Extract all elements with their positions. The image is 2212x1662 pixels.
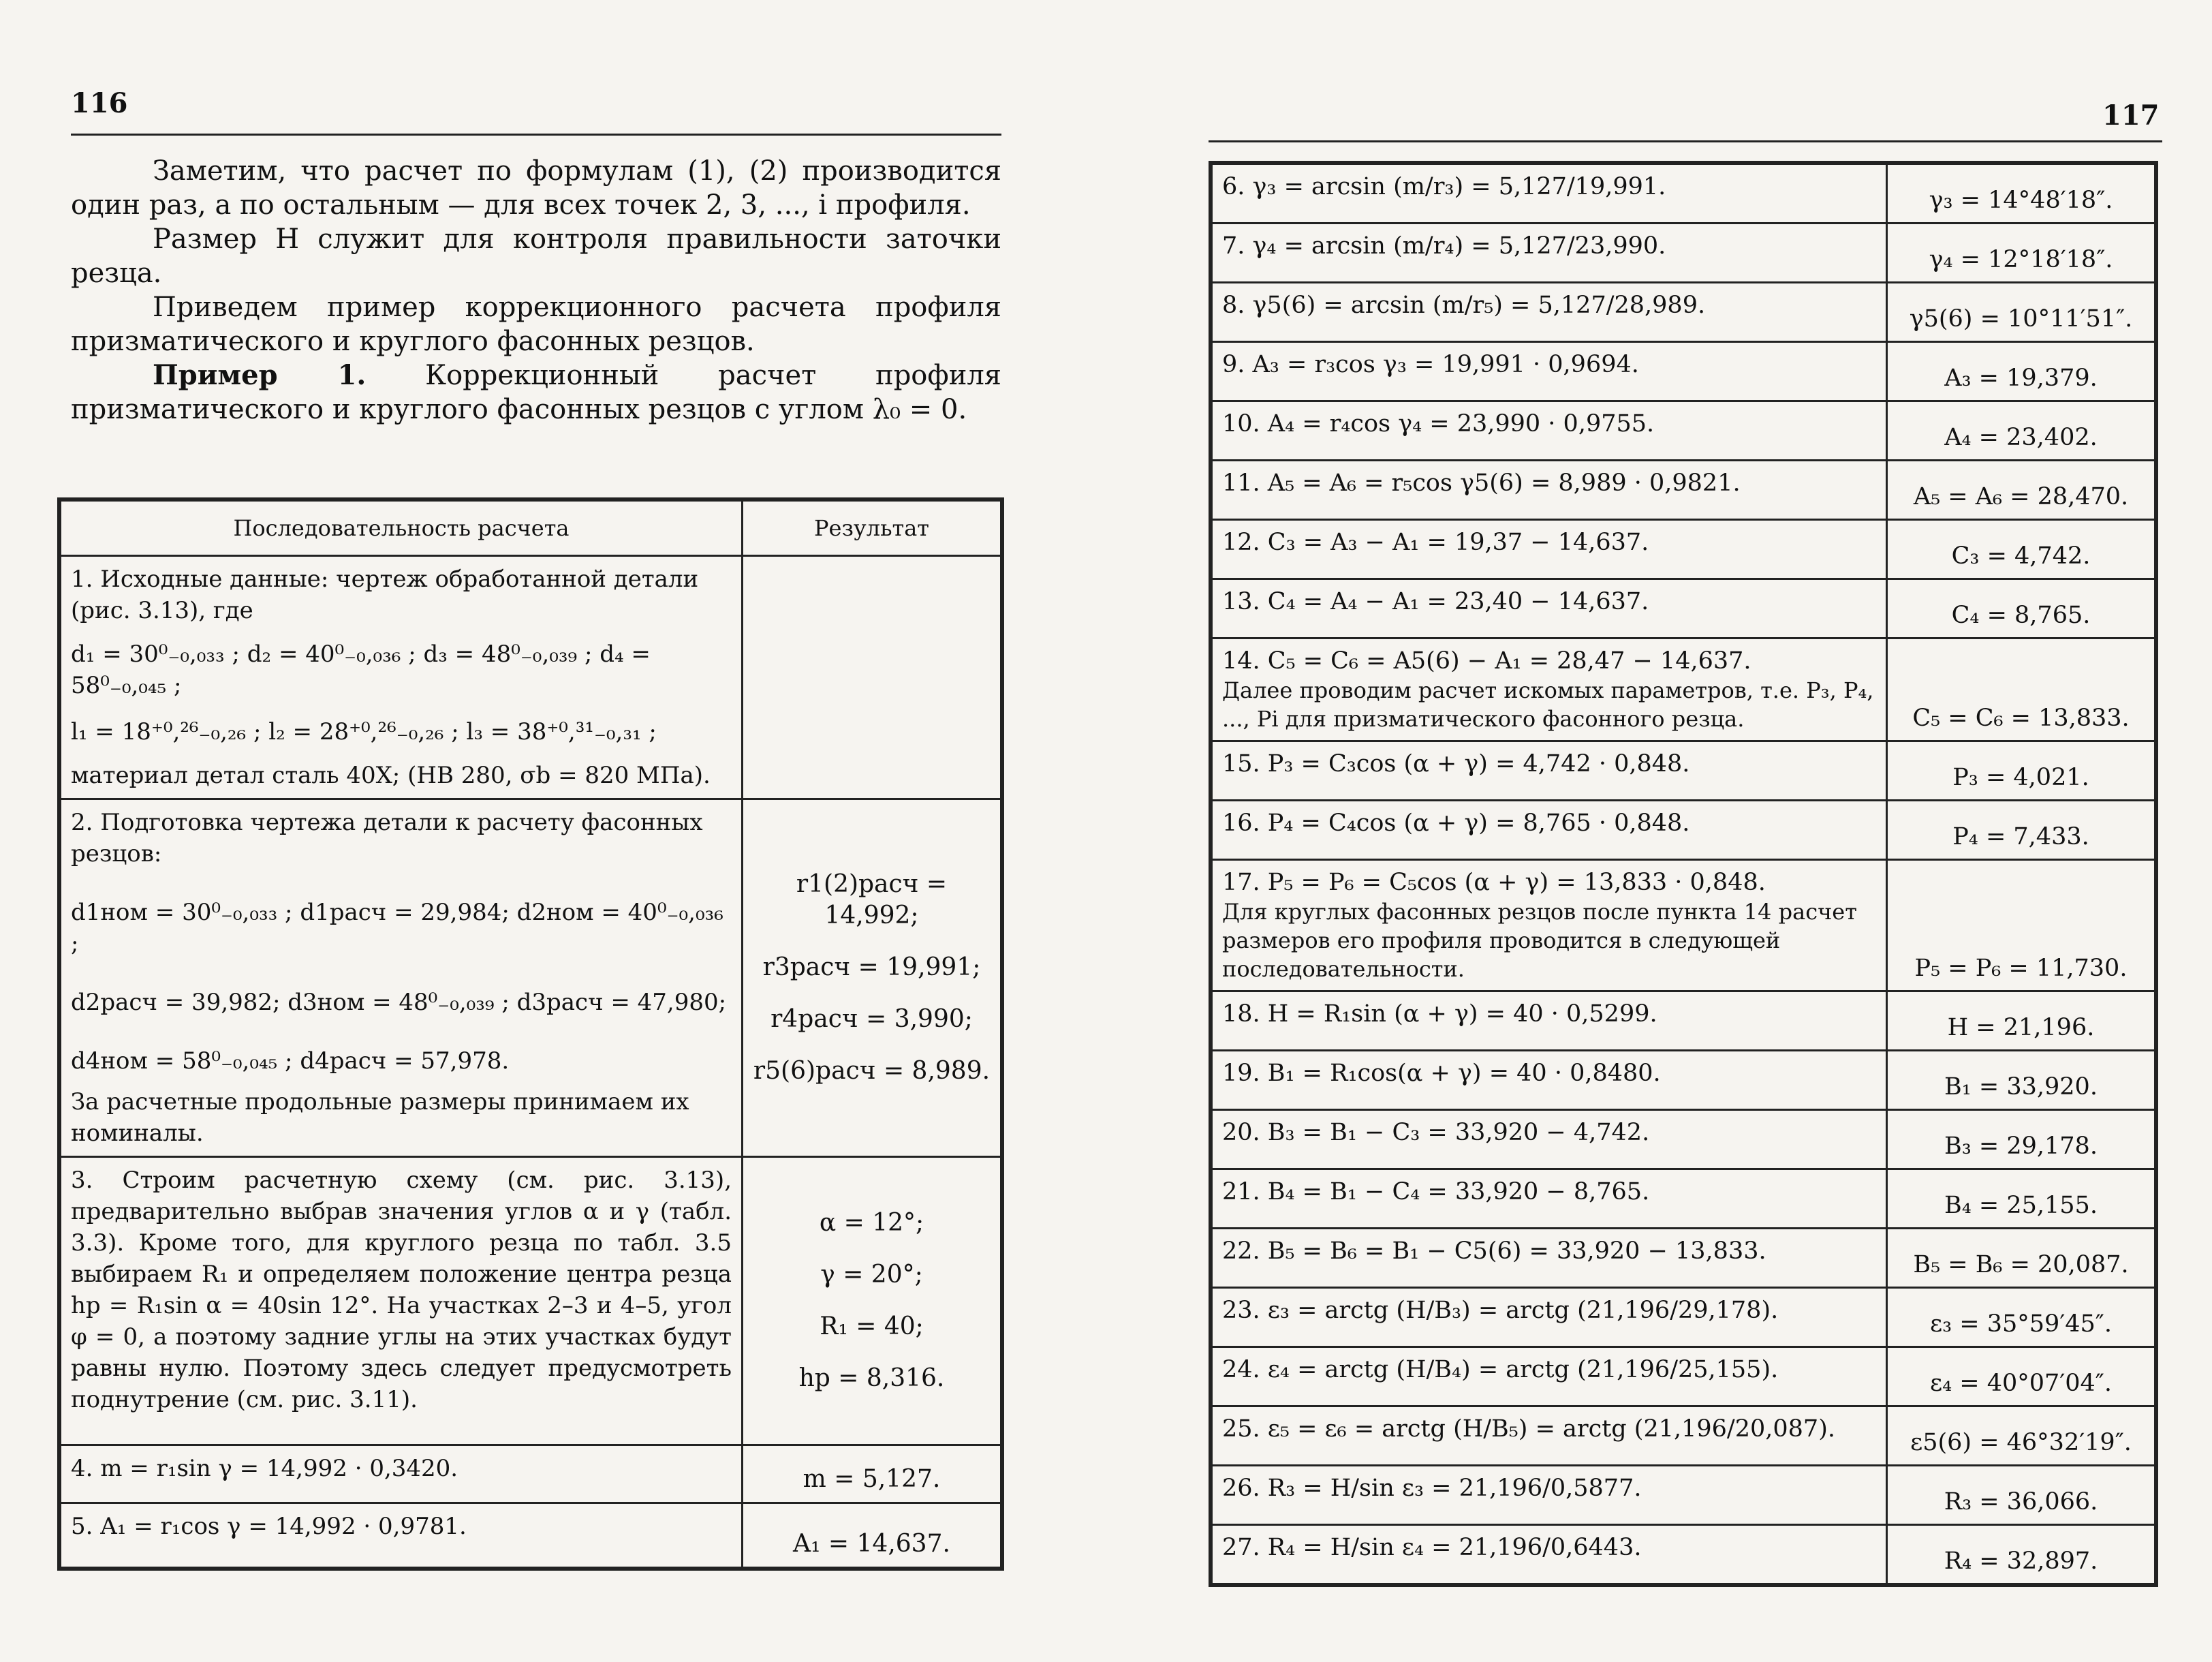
table-row xyxy=(1211,283,2156,342)
example-paragraph xyxy=(71,358,1001,427)
step-cell xyxy=(59,556,743,799)
result-cell: ε₃ = 35°59′45″. xyxy=(1887,1288,2157,1347)
step-formula: 22. B₅ = B₆ = B₁ − C5(6) = 33,920 − 13,833. xyxy=(1222,1237,1766,1265)
step-cell: 5. A₁ = r₁cos γ = 14,992 · 0,9781. xyxy=(59,1503,743,1569)
result-cell: B₅ = B₆ = 20,087. xyxy=(1887,1229,2157,1288)
result-cell: C₅ = C₆ = 13,833. xyxy=(1887,638,2157,741)
result-cell: H = 21,196. xyxy=(1887,991,2157,1051)
header-result: Результат xyxy=(743,499,1003,556)
left-page xyxy=(0,0,1104,1662)
step-formula: 18. H = R₁sin (α + γ) = 40 · 0,5299. xyxy=(1222,1000,1657,1028)
result-cell: B₃ = 29,178. xyxy=(1887,1110,2157,1169)
step-cell: 4. m = r₁sin γ = 14,992 · 0,3420. xyxy=(59,1445,743,1503)
page-number-left: 116 xyxy=(71,87,128,119)
table-row xyxy=(1211,991,2156,1051)
result-cell: R₃ = 36,066. xyxy=(1887,1466,2157,1525)
table-row xyxy=(1211,1229,2156,1288)
step-cell xyxy=(1211,1051,1887,1110)
result-r5: r5(6)расч = 8,989. xyxy=(753,1057,991,1085)
step-2-line-2: d1ном = 30⁰₋₀,₀₃₃ ; d1расч = 29,984; d2ном = 40⁰₋₀,₀₃₆ ; xyxy=(71,899,723,957)
step-cell xyxy=(1211,163,1887,224)
step-cell xyxy=(1211,520,1887,579)
step-formula: 19. B₁ = R₁cos(α + γ) = 40 · 0,8480. xyxy=(1222,1060,1661,1087)
table-row xyxy=(1211,1051,2156,1110)
table-row xyxy=(1211,741,2156,801)
table-row xyxy=(1211,1525,2156,1586)
step-cell xyxy=(1211,461,1887,520)
table-row xyxy=(1211,1466,2156,1525)
step-formula: 21. B₄ = B₁ − C₄ = 33,920 − 8,765. xyxy=(1222,1178,1650,1205)
table-row xyxy=(1211,579,2156,638)
step-formula: 12. C₃ = A₃ − A₁ = 19,37 − 14,637. xyxy=(1222,529,1649,556)
header-rule-right xyxy=(1209,140,2162,142)
step-formula: 16. P₄ = C₄cos (α + γ) = 8,765 · 0,848. xyxy=(1222,810,1690,837)
table-row xyxy=(59,1503,1002,1569)
intro-paragraph-3: Приведем пример коррекционного расчета профиля призматического и круглого фасонных резцов. xyxy=(71,292,1001,357)
table-row xyxy=(1211,638,2156,741)
intro-paragraph-1: Заметим, что расчет по формулам (1), (2) производится один раз, а по остальным — для всех точек 2, 3, ..., i профиля. xyxy=(71,155,1001,221)
result-m: m = 5,127. xyxy=(743,1445,1003,1503)
step-cell xyxy=(1211,1525,1887,1586)
result-gamma: γ = 20°; xyxy=(820,1261,923,1289)
table-row xyxy=(1211,1347,2156,1406)
table-row xyxy=(1211,860,2156,991)
result-cell: P₄ = 7,433. xyxy=(1887,801,2157,860)
step-cell xyxy=(1211,638,1887,741)
table-row xyxy=(1211,224,2156,283)
table-row xyxy=(59,1157,1002,1445)
step-note: Далее проводим расчет искомых параметров, т.е. P₃, P₄, ..., Pi для призматического фасонного резца. xyxy=(1222,677,1874,732)
result-cell: P₅ = P₆ = 11,730. xyxy=(1887,860,2157,991)
table-row xyxy=(1211,1110,2156,1169)
step-cell xyxy=(1211,1347,1887,1406)
result-r3: r3расч = 19,991; xyxy=(762,953,981,981)
table-row xyxy=(1211,461,2156,520)
intro-text xyxy=(71,154,1001,427)
step-cell xyxy=(1211,579,1887,638)
step-cell xyxy=(1211,1406,1887,1466)
step-2-line-1: 2. Подготовка чертежа детали к расчету фасонных резцов: xyxy=(71,809,703,867)
table-row xyxy=(59,556,1002,799)
result-cell: R₄ = 32,897. xyxy=(1887,1525,2157,1586)
step-formula: 20. B₃ = B₁ − C₃ = 33,920 − 4,742. xyxy=(1222,1119,1650,1146)
result-cell: A₄ = 23,402. xyxy=(1887,401,2157,461)
table-row xyxy=(1211,1169,2156,1229)
step-1-line-4: материал детал сталь 40Х; (HB 280, σb = 820 МПа). xyxy=(71,762,711,789)
result-cell: γ5(6) = 10°11′51″. xyxy=(1887,283,2157,342)
step-2-line-3: d2расч = 39,982; d3ном = 48⁰₋₀,₀₃₉ ; d3расч = 47,980; xyxy=(71,989,727,1016)
step-cell xyxy=(1211,342,1887,401)
right-calculation-table xyxy=(1209,161,2158,1587)
right-table-body xyxy=(1211,163,2156,1585)
intro-paragraph-2: Размер H служит для контроля правильности заточки резца. xyxy=(71,224,1001,289)
step-formula: 27. R₄ = H/sin ε₄ = 21,196/0,6443. xyxy=(1222,1534,1642,1561)
table-row xyxy=(1211,163,2156,224)
result-cell: ε5(6) = 46°32′19″. xyxy=(1887,1406,2157,1466)
result-cell xyxy=(743,1157,1003,1445)
example-text: Коррекционный расчет профиля призматического и круглого фасонных резцов с углом λ₀ = 0. xyxy=(71,360,1001,425)
result-cell: C₄ = 8,765. xyxy=(1887,579,2157,638)
result-cell-empty xyxy=(743,556,1003,799)
result-cell: P₃ = 4,021. xyxy=(1887,741,2157,801)
step-1-line-2: d₁ = 30⁰₋₀,₀₃₃ ; d₂ = 40⁰₋₀,₀₃₆ ; d₃ = 48⁰₋₀,₀₃₉ ; d₄ = 58⁰₋₀,₀₄₅ ; xyxy=(71,641,651,699)
step-formula: 17. P₅ = P₆ = C₅cos (α + γ) = 13,833 · 0,848. xyxy=(1222,869,1766,896)
step-cell xyxy=(59,1157,743,1445)
result-hp: hр = 8,316. xyxy=(798,1364,945,1392)
step-2-line-4: d4ном = 58⁰₋₀,₀₄₅ ; d4расч = 57,978. xyxy=(71,1047,510,1075)
step-cell xyxy=(1211,860,1887,991)
header-rule-left xyxy=(71,134,1001,136)
step-2-line-5: За расчетные продольные размеры принимаем их номиналы. xyxy=(71,1088,689,1147)
result-cell: A₃ = 19,379. xyxy=(1887,342,2157,401)
step-formula: 25. ε₅ = ε₆ = arctg (H/B₅) = arctg (21,196/20,087). xyxy=(1222,1415,1835,1443)
table-row xyxy=(1211,801,2156,860)
step-cell xyxy=(1211,1110,1887,1169)
result-cell: A₅ = A₆ = 28,470. xyxy=(1887,461,2157,520)
table-row xyxy=(59,1445,1002,1503)
table-row xyxy=(59,799,1002,1157)
result-cell xyxy=(743,799,1003,1157)
result-cell: B₁ = 33,920. xyxy=(1887,1051,2157,1110)
step-cell xyxy=(1211,401,1887,461)
result-alpha: α = 12°; xyxy=(819,1209,924,1237)
result-cell: ε₄ = 40°07′04″. xyxy=(1887,1347,2157,1406)
step-cell xyxy=(1211,1288,1887,1347)
step-cell xyxy=(1211,991,1887,1051)
step-formula: 13. C₄ = A₄ − A₁ = 23,40 − 14,637. xyxy=(1222,588,1649,615)
left-calculation-table xyxy=(57,497,1004,1571)
result-cell: C₃ = 4,742. xyxy=(1887,520,2157,579)
step-cell xyxy=(1211,801,1887,860)
table-row xyxy=(1211,1406,2156,1466)
example-label: Пример 1. xyxy=(153,359,367,391)
step-formula: 23. ε₃ = arctg (H/B₃) = arctg (21,196/29,178). xyxy=(1222,1297,1779,1324)
result-R1: R₁ = 40; xyxy=(820,1312,924,1340)
step-formula: 7. γ₄ = arcsin (m/r₄) = 5,127/23,990. xyxy=(1222,232,1666,260)
result-r4: r4расч = 3,990; xyxy=(770,1005,973,1033)
result-r1: r1(2)расч = 14,992; xyxy=(796,870,948,929)
result-cell: B₄ = 25,155. xyxy=(1887,1169,2157,1229)
step-cell xyxy=(1211,1169,1887,1229)
step-formula: 9. A₃ = r₃cos γ₃ = 19,991 · 0,9694. xyxy=(1222,351,1639,378)
step-formula: 6. γ₃ = arcsin (m/r₃) = 5,127/19,991. xyxy=(1222,173,1666,200)
step-formula: 26. R₃ = H/sin ε₃ = 21,196/0,5877. xyxy=(1222,1475,1642,1502)
table-row xyxy=(1211,342,2156,401)
result-cell: γ₃ = 14°48′18″. xyxy=(1887,163,2157,224)
result-A1: A₁ = 14,637. xyxy=(743,1503,1003,1569)
step-1-line-1: 1. Исходные данные: чертеж обработанной детали (рис. 3.13), где xyxy=(71,566,699,624)
step-1-line-3: l₁ = 18⁺⁰,²⁶₋₀,₂₆ ; l₂ = 28⁺⁰,²⁶₋₀,₂₆ ; l₃ = 38⁺⁰,³¹₋₀,₃₁ ; xyxy=(71,718,657,745)
header-sequence: Последовательность расчета xyxy=(59,499,743,556)
step-cell xyxy=(1211,224,1887,283)
step-formula: 15. P₃ = C₃cos (α + γ) = 4,742 · 0,848. xyxy=(1222,750,1690,778)
table-row xyxy=(1211,1288,2156,1347)
step-formula: 8. γ5(6) = arcsin (m/r₅) = 5,127/28,989. xyxy=(1222,292,1706,319)
step-3-text: 3. Строим расчетную схему (см. рис. 3.13), предварительно выбрав значения углов α и γ (табл. 3.3). Кроме того, для круглого резца по табл. 3.5 выбираем R₁ и определяем положение центра резца hр = R₁sin α = 40sin 12°. На участках 2–3 и 4–5, угол φ = 0, а поэтому задние углы на этих участках будут равны нулю. Поэтому здесь следует предусмотреть поднутрение (см. рис. 3.11). xyxy=(71,1167,732,1413)
step-cell xyxy=(59,799,743,1157)
step-cell xyxy=(1211,283,1887,342)
step-cell xyxy=(1211,741,1887,801)
step-formula: 24. ε₄ = arctg (H/B₄) = arctg (21,196/25,155). xyxy=(1222,1356,1779,1383)
page-number-right: 117 xyxy=(2102,99,2160,132)
table-row xyxy=(1211,520,2156,579)
step-cell xyxy=(1211,1466,1887,1525)
step-formula: 10. A₄ = r₄cos γ₄ = 23,990 · 0,9755. xyxy=(1222,410,1655,437)
step-note: Для круглых фасонных резцов после пункта 14 расчет размеров его профиля проводится в следующей последовательности. xyxy=(1222,899,1857,982)
step-formula: 14. C₅ = C₆ = A5(6) − A₁ = 28,47 − 14,637. xyxy=(1222,647,1751,675)
result-cell: γ₄ = 12°18′18″. xyxy=(1887,224,2157,283)
table-header-row xyxy=(59,499,1002,556)
step-formula: 11. A₅ = A₆ = r₅cos γ5(6) = 8,989 · 0,9821. xyxy=(1222,470,1741,497)
table-row xyxy=(1211,401,2156,461)
step-cell xyxy=(1211,1229,1887,1288)
